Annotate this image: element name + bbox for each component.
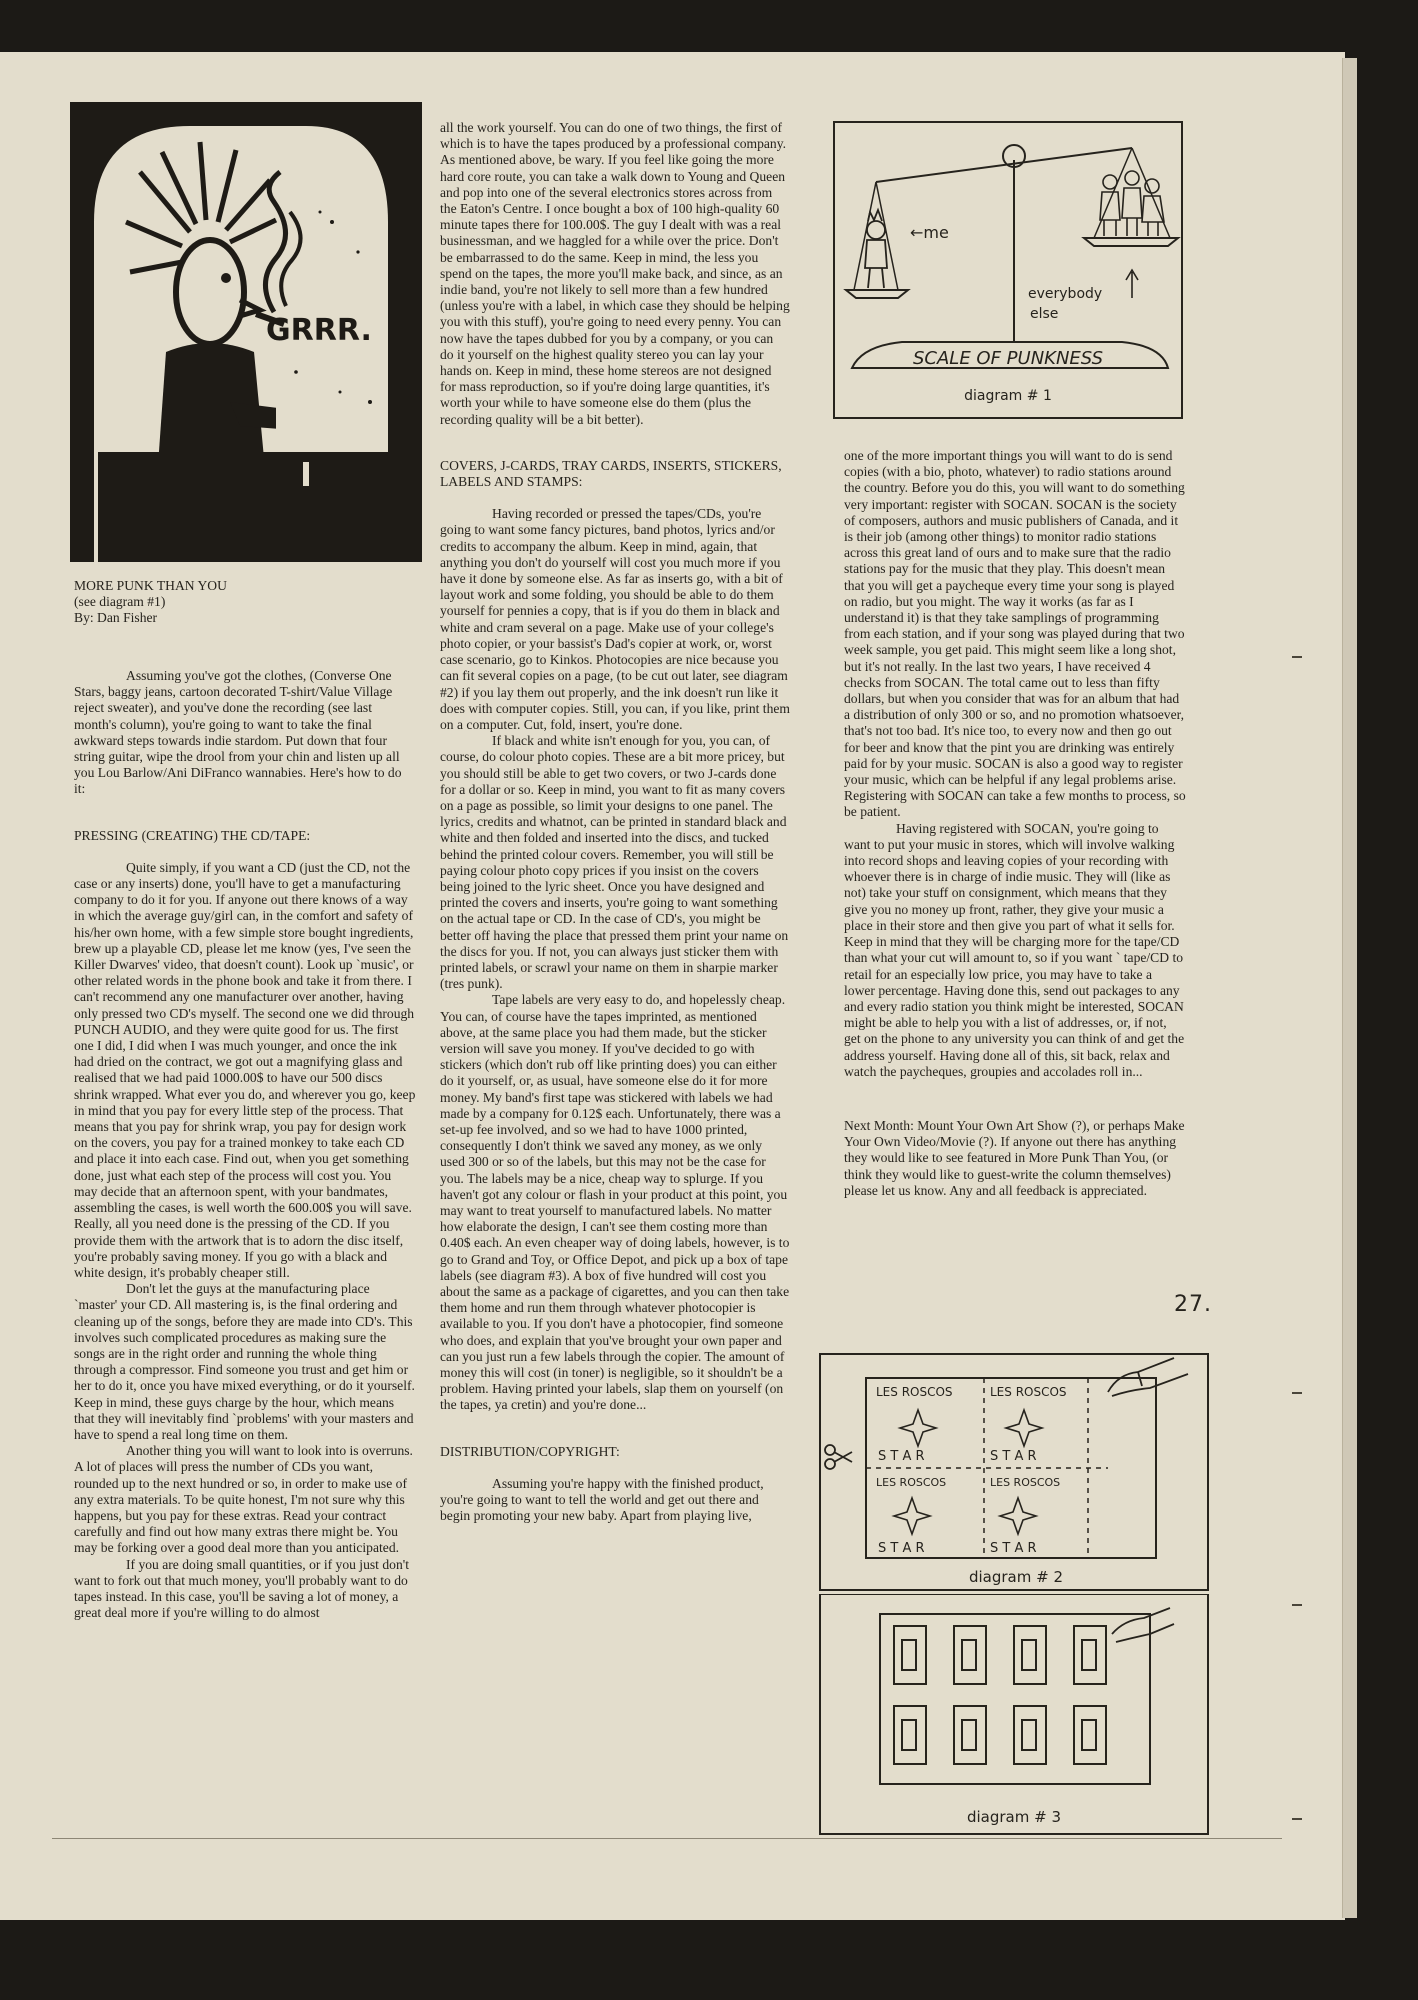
margin-tick bbox=[1292, 656, 1302, 658]
column-3-paragraph-2: Having registered with SOCAN, you're going to want to put your music in stores, which will involve walking into record shops and leaving copies of your recording with whoever there is in charge of indie music. They will (like as not) take your stuff on consignment, which means that they give you no money up front, rather, they give your music a place in their store and then give you part of what it sells for. Keep in mind that they will be charging more for the tape/CD than what your cut will amount to, so if you want ` tape/CD to retail for an especially low price, you may have to take a lower percentage. Having done this, send out packages to any and every radio station you think might be interested, SOCAN might be able to help you with a list of addresses, or, if not, get on the phone to any university you can think of and get the address yourself. Having done all of this, sit back, relax and watch the paycheques, groupies and accolades roll in... bbox=[844, 820, 1185, 1079]
article-subtitle: (see diagram #1) bbox=[74, 594, 166, 610]
label-me: ←me bbox=[910, 223, 949, 242]
label-star-2: S T A R bbox=[990, 1449, 1037, 1464]
label-star-3: S T A R bbox=[878, 1541, 925, 1556]
scissors-icon bbox=[825, 1445, 852, 1469]
margin-tick bbox=[1292, 1604, 1302, 1606]
diagram-2-caption: diagram # 2 bbox=[968, 1568, 1064, 1586]
diagram-1-scale-of-punkness bbox=[832, 120, 1184, 420]
margin-tick bbox=[1292, 1392, 1302, 1394]
column-3-paragraph-1: one of the more important things you will want to do is send copies (with a bio, photo, whatever) to radio stations around the country. Before you do this, you will want to do something very important: register with SOCAN. SOCAN is the society of composers, authors and music publishers of Canada, and it is their job (among other things) to monitor radio stations across this great land of ours and to make sure that the radio stations pay for the music that they play. This doesn't mean that you will get a paycheque every time your song is played on radio, but you might. The way it works (as far as I understand it) is that they take samplings of programming from each station, and if your song was played during that two week sample, you get paid. This might seem like a long shot, but it's not really. In the last two years, I have received 4 checks from SOCAN. The total came out to less than fifty dollars, but when you consider that was for an album that had a distribution of only 300 or so, and no promotion whatsoever, that's not too bad. It's nice too, to every now and then go out for beer and know that the pint you are drinking was entirely paid for by your music. SOCAN is also a good way to register your music, which can be helpful if any legal problems arise. Registering with SOCAN can take a few months to process, so be patient. bbox=[844, 448, 1186, 820]
label-everybody: everybody bbox=[1028, 286, 1103, 302]
bottom-rule bbox=[52, 1838, 1282, 1839]
article-byline: By: Dan Fisher bbox=[74, 610, 158, 626]
diagram-1-caption: diagram # 1 bbox=[964, 388, 1052, 404]
pressing-paragraph-4: If you are doing small quantities, or if you just don't want to fork out that much money, you'll probably want to do tapes instead. In this case, you'll be saving a lot of money, a great deal more if you're willing to do almost bbox=[74, 1556, 409, 1621]
column-1 bbox=[74, 668, 416, 1621]
distribution-heading: DISTRIBUTION/COPYRIGHT: bbox=[440, 1443, 620, 1459]
label-star-4: S T A R bbox=[990, 1541, 1037, 1556]
column-2 bbox=[440, 120, 790, 1524]
column-2-paragraph-1: all the work yourself. You can do one of two things, the first of which is to have the tapes produced by a professional company. As mentioned above, be wary. If you feel like going the more hard core route, you can take a walk down to Young and Queen and pop into one of the several electronics stores across from the Eaton's Centre. I once bought a box of 100 high-quality 60 minute tapes there for 100.00$. The guy I dealt with was a real businessman, and we haggled for a while over the price. Don't be embarrassed to do the same. Keep in mind, the less you spend on the tapes, the more you'll make back, and since, as an indie band, you're not likely to sell more than a few hundred (unless you're with a label, in which case they should be helping you with this stuff), you're going to need every penny. You can now have the tapes dubbed for you by a company, or you can do it yourself on the highest quality stereo you can lay your hands on. Keep in mind, these home stereos are not designed for mass reproduction, so if you're doing large quantities, it's worth your while to have someone else do them (plus the recording quality will be a bit better). bbox=[440, 120, 790, 427]
column-3 bbox=[844, 448, 1186, 1199]
distribution-paragraph-1: Assuming you're happy with the finished product, you're going to want to tell the world and get out there and begin promoting your new baby. Apart from playing live, bbox=[440, 1475, 764, 1524]
diagram-2-label-sheet bbox=[818, 1352, 1210, 1592]
pressing-paragraph-1: Quite simply, if you want a CD (just the CD, not the case or any inserts) done, you'll have to get a manufacturing company to do it for you. If anyone out there knows of a way in which the average guy/girl can, in the comfort and safety of his/her own home, with a few simple store bought ingredients, brew up a playable CD, please let me know (yes, I've seen the Killer Dwarves' video, that doesn't count). Look up `music', or other related words in the phone book and take it from there. I can't recommend any one manufacturer over another, having only pressed two CD's myself. The second one we did through PUNCH AUDIO, and they were quite good for us. The first one I did, I did when I was much younger, and once the ink had dried on the contract, we got out a magnifying glass and realised that we had paid 1000.00$ to have our 500 discs shrink wrapped. What ever you do, and wherever you go, keep in mind that you pay for every little step of the process. That means that you pay for shrink wrap, you pay for design work on the covers, you pay for a trained monkey to take each CD and place it into each case. Find out, when you get something done, just what each step of the process will cost you. You may decide that an afternoon spent, with your bandmates, assembling the cases, is well worth the 600.00$ you will save. Really, all you need done is the pressing of the CD. If you provide them with the artwork that is to adorn the disc itself, you're probably saving money. If you go with a black and white design, it's probably cheaper still. bbox=[74, 859, 416, 1280]
diagram-3-tape-labels bbox=[818, 1594, 1210, 1836]
covers-heading: COVERS, J-CARDS, TRAY CARDS, INSERTS, STICKERS, LABELS AND STAMPS: bbox=[440, 457, 782, 490]
label-else: else bbox=[1030, 306, 1059, 322]
margin-tick bbox=[1292, 1818, 1302, 1820]
scale-of-punkness-title: SCALE OF PUNKNESS bbox=[912, 348, 1104, 369]
article-title: MORE PUNK THAN YOU bbox=[74, 578, 227, 593]
page-edge bbox=[1342, 58, 1357, 1918]
label-les-roscos-2: LES ROSCOS bbox=[990, 1385, 1067, 1399]
intro-paragraph: Assuming you've got the clothes, (Converse One Stars, baggy jeans, cartoon decorated T-shirt/Value Village reject sweater), and you've done the recording (see last month's column), you're going to want to take the final awkward steps towards indie stardom. Put down that four string guitar, wipe the drool from your chin and listen up all you Lou Barlow/Ani DiFranco wannabies. Here's how to do it: bbox=[74, 668, 402, 797]
label-les-roscos-1: LES ROSCOS bbox=[876, 1385, 953, 1399]
grrr-text: GRRR. bbox=[266, 313, 372, 348]
covers-paragraph-3: Tape labels are very easy to do, and hopelessly cheap. You can, of course have the tapes imprinted, as mentioned above, at the same place you had them made, but the sticker version will save you money. If you've decided to go with stickers (which don't rub off like printing does) you can either do it yourself, or, as usual, have someone else do it for more money. My band's first tape was stickered with labels we had made by a company for 0.12$ each. Unfortunately, there was a set-up fee involved, and so we had to have 1000 printed, consequently I don't think we saved any money, as we only used 300 or so of the labels, but this may not be the case for you. The labels may be a nice, cheap way to splurge. If you haven't got any colour or flash in your product at this point, you may want to treat yourself to manufactured labels. No matter how elaborate the design, I can't see them costing more than 0.40$ each. An even cheaper way of doing labels, however, is to go to Grand and Toy, or Office Depot, and pick up a box of tape labels (see diagram #3). A box of five hundred will cost you about the same as a package of cigarettes, and you can then take them home and run them through whatever photocopier is available to you. If you don't have a photocopier, find someone who does, and explain that you've brought your own paper and can you just run a few labels through the copier. The amount of money this will cost (in toner) is negligible, so it shouldn't be a problem. Having printed your labels, slap them on yourself (on the tapes, ya cretin) and you're done... bbox=[440, 992, 790, 1413]
label-les-roscos-3: LES ROSCOS bbox=[876, 1476, 947, 1489]
label-les-roscos-4: LES ROSCOS bbox=[990, 1476, 1061, 1489]
article-header bbox=[74, 578, 404, 627]
pressing-paragraph-2: Don't let the guys at the manufacturing place `master' your CD. All mastering is, is the final ordering and cleaning up of the songs, before they are made into CD's. This involves such complicated procedures as making sure the songs are in the right order and running the whole thing through a compressor. Find someone you trust and get him or her to do it, once you have mixed everything, or do it yourself. Keep in mind, these guys charge by the hour, which means that they will inevitably find `problems' with your masters and have to spend a real long time on them. bbox=[74, 1281, 415, 1442]
label-star-1: S T A R bbox=[878, 1449, 925, 1464]
covers-paragraph-2: If black and white isn't enough for you, you can, of course, do colour photo copies. These are a bit more pricey, but you should still be able to get two covers, or two J-cards done for a dollar or so. Keep in mind, you want to fit as many covers on a page as possible, so limit your designs to one panel. The lyrics, credits and whatnot, can be printed in standard black and white and then folded and inserted into the discs, and tucked behind the printed colour covers. Remember, you will still be paying colour photo copy prices if you insist on the covers being joined to the lyric sheet. Once you have designed and printed the covers and inserts, you're going to want something on the actual tape or CD. In the case of CD's, you might be better off having the place that pressed them print your name on the discs for you. If not, you can always just sticker them with printed labels, or scrawl your name on them in sharpie marker (tres punk). bbox=[440, 733, 789, 992]
page-number: 27. bbox=[1174, 1292, 1212, 1317]
punk-illustration bbox=[70, 102, 422, 562]
pressing-heading: PRESSING (CREATING) THE CD/TAPE: bbox=[74, 827, 311, 843]
diagram-3-caption: diagram # 3 bbox=[966, 1808, 1062, 1826]
next-month-paragraph: Next Month: Mount Your Own Art Show (?), or perhaps Make Your Own Video/Movie (?). If anyone out there has anything they would like to see featured in More Punk Than You, (or think they would like to guest-write the column themselves) please let us know. Any and all feedback is appreciated. bbox=[844, 1117, 1185, 1198]
pressing-paragraph-3: Another thing you will want to look into is overruns. A lot of places will press the number of CDs you want, rounded up to the next hundred or so, in order to make use of any extra materials. To be quite honest, I'm not sure why this happens, but you pay for these extras. Read your contract carefully and find out how many extras there might be. You may be forking over a good deal more than you anticipated. bbox=[74, 1443, 413, 1556]
covers-paragraph-1: Having recorded or pressed the tapes/CDs, you're going to want some fancy pictures, band photos, lyrics and/or credits to accompany the album. Keep in mind, again, that anything you don't do yourself will cost you much more if you have it done by someone else. As far as inserts go, with a bit of layout work and some folding, you should be able to do them yourself for pennies a copy, that is if you do them in black and white and cram several on a page. Make use of your college's photo copier, or your bassist's Dad's copier at work, or, worst case scenario, go to Kinkos. Photocopies are nice because you can fit several copies on a page, (to be cut out later, see diagram #2) if you lay them out properly, and the ink doesn't run like it does with computer copies. Still, you can, if you like, print them on a computer. Cut, fold, insert, you're done. bbox=[440, 506, 790, 732]
